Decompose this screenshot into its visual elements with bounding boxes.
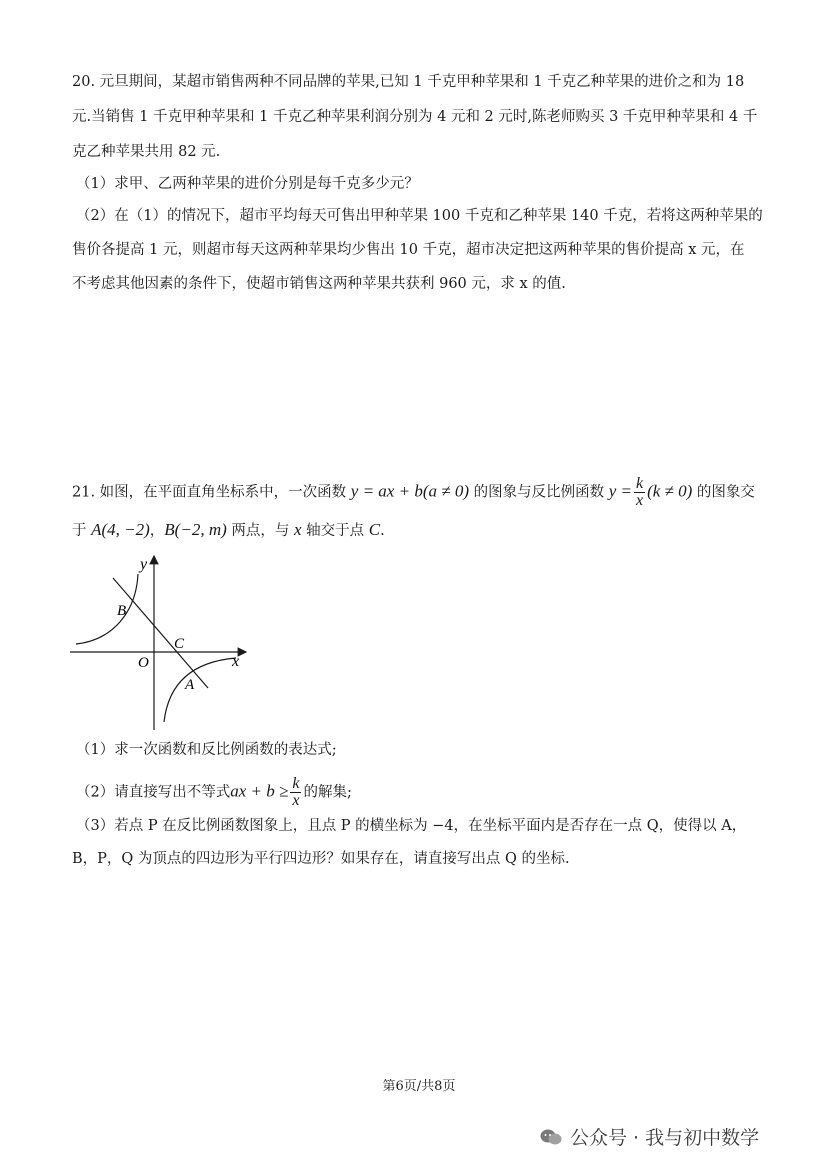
point-c-label: C: [174, 636, 185, 652]
q21-line-1: [72, 476, 755, 509]
point-b-label: B: [117, 603, 127, 619]
point-a-label: A: [185, 677, 195, 693]
q21-part-2-text-a: （2）请直接写出不等式: [76, 784, 231, 801]
fraction-denominator: x: [292, 792, 300, 809]
page-footer: 第6页/共8页: [382, 1079, 456, 1094]
period: .: [380, 523, 385, 539]
inverse-function-lhs: y =: [608, 481, 632, 501]
linear-function-expr: y = ax + b: [350, 481, 423, 501]
inverse-condition: (k ≠ 0): [647, 481, 693, 501]
q20-part-2-line-1: （2）在（1）的情况下，超市平均每天可售出甲种苹果 100 千克和乙种苹果 140 千克，若将这两种苹果的: [76, 208, 763, 224]
x-axis-label: x: [232, 653, 240, 670]
q21-stem-text-b: 的图象与反比例函数: [473, 484, 605, 501]
point-a-coord: A(4, −2): [91, 520, 150, 539]
linear-condition: (a ≠ 0): [422, 481, 469, 501]
q21-part-2: [76, 776, 352, 809]
q21-part-3-line-1: （3）若点 P 在反比例函数图象上，且点 P 的横坐标为 −4，在坐标平面内是否存在一点 Q，使得以 A，: [76, 818, 747, 834]
separator: ，: [149, 523, 165, 539]
fraction-denominator: x: [635, 492, 644, 509]
q20-part-2-line-3: 不考虑其他因素的条件下，使超市销售这两种苹果共获利 960 元，求 x 的值.: [72, 276, 566, 292]
origin-label: O: [138, 655, 149, 671]
inequality-lhs: ax + b ≥: [230, 781, 289, 801]
q21-line-2: [72, 520, 385, 541]
q20-line-1: 20. 元旦期间，某超市销售两种不同品牌的苹果,已知 1 千克甲种苹果和 1 千克乙种苹果的进价之和为 18: [72, 74, 745, 90]
y-axis-label: y: [140, 556, 148, 573]
q20-part-2-line-2: 售价各提高 1 元，则超市每天这两种苹果均少售出 10 千克，超市决定把这两种苹果的售价提高 x 元，在: [72, 242, 745, 258]
q20-part-1: （1）求甲、乙两种苹果的进价分别是每千克多少元？: [76, 176, 419, 192]
q21-stem-text-f: 轴交于点: [306, 523, 365, 539]
watermark: [540, 1123, 759, 1150]
x-axis-symbol: x: [293, 520, 302, 539]
q21-stem-text-d: 于: [72, 523, 87, 539]
inverse-fraction: [634, 476, 645, 509]
fraction-numerator: k: [292, 775, 300, 792]
point-b-coord: B(−2, m): [164, 520, 227, 539]
q20-line-3: 克乙种苹果共用 82 元.: [72, 144, 221, 160]
fraction-numerator: k: [635, 475, 644, 492]
coordinate-graph: [68, 552, 258, 732]
inequality-fraction: [290, 776, 301, 809]
q21-stem-text-e: 两点，与: [231, 523, 290, 539]
line-graph: [113, 578, 208, 688]
hyperbola-branch-lower-right: [164, 658, 236, 722]
hyperbola-branch-upper-left: [76, 574, 138, 644]
point-c-symbol: C: [368, 520, 381, 539]
watermark-text: 公众号 · 我与初中数学: [570, 1127, 760, 1149]
q21-part-2-text-b: 的解集;: [303, 784, 352, 801]
q21-part-1: （1）求一次函数和反比例函数的表达式;: [76, 742, 337, 758]
wechat-icon: [540, 1128, 562, 1146]
q20-line-2: 元.当销售 1 千克甲种苹果和 1 千克乙种苹果利润分别为 4 元和 2 元时,陈老师购买 3 千克甲种苹果和 4 千: [72, 109, 758, 125]
q21-stem-text-a: 21. 如图，在平面直角坐标系中，一次函数: [72, 484, 347, 501]
q21-stem-text-c: 的图象交: [696, 484, 755, 501]
q21-part-3-line-2: B，P，Q 为顶点的四边形为平行四边形？如果存在，请直接写出点 Q 的坐标.: [72, 851, 570, 867]
